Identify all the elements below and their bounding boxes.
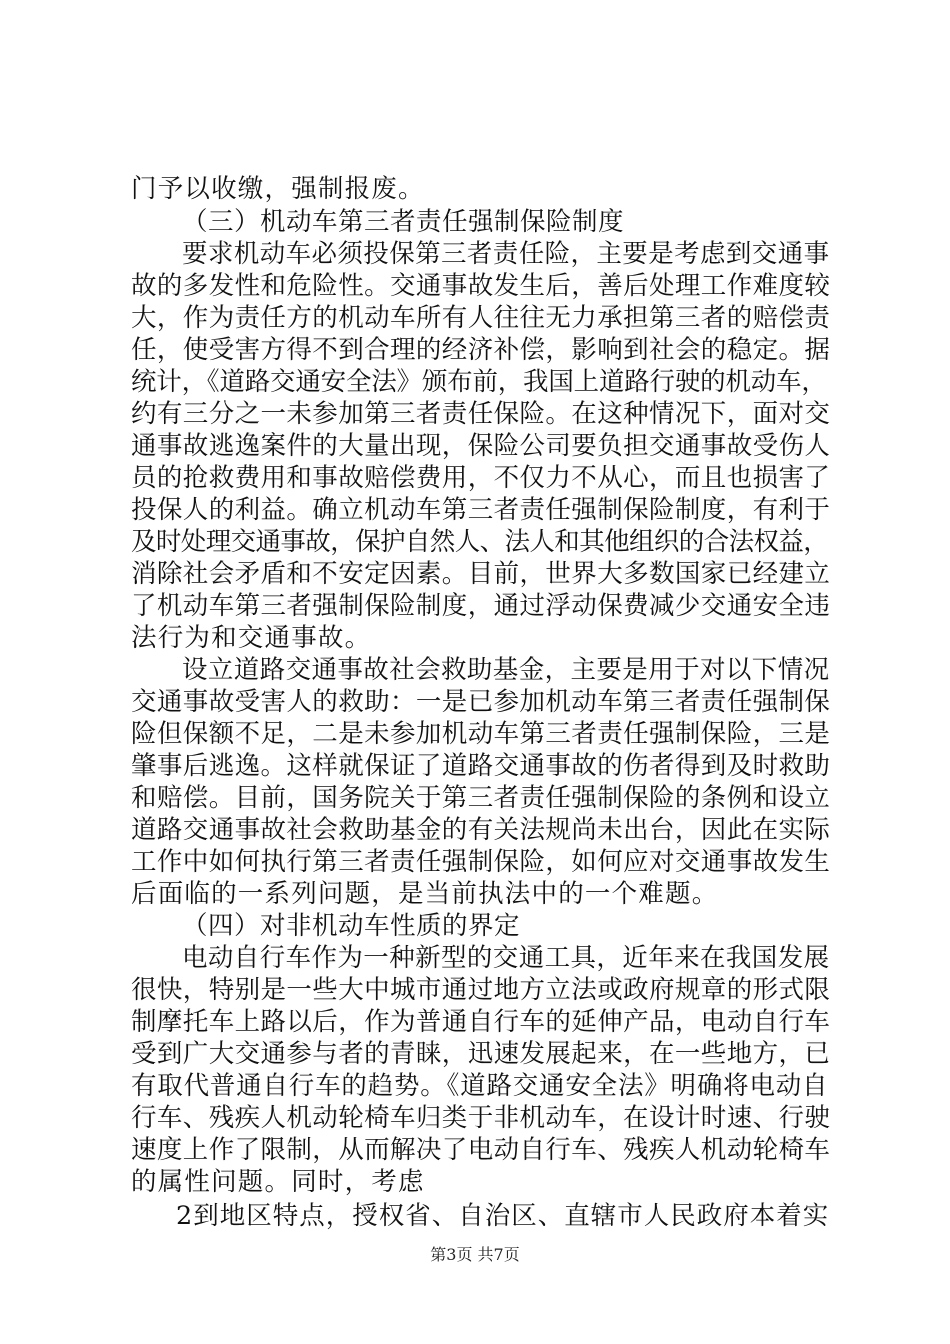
section-heading: （三）机动车第三者责任强制保险制度: [182, 207, 625, 237]
text-line: 的属性问题。同时，考虑: [131, 1167, 425, 1197]
text-line: 有取代普通自行车的趋势。《道路交通安全法》明确将电动自: [131, 1071, 829, 1101]
text-line: 消除社会矛盾和不安定因素。目前，世界大多数国家已经建立: [131, 559, 831, 589]
text-line: 设立道路交通事故社会救助基金，主要是用于对以下情况: [182, 655, 830, 685]
section-heading: （四）对非机动车性质的界定: [182, 911, 521, 941]
text-line: 道路交通事故社会救助基金的有关法规尚未出台，因此在实际: [131, 815, 831, 845]
text-line: 交通事故受害人的救助：一是已参加机动车第三者责任强制保: [131, 687, 831, 717]
text-line: 及时处理交通事故，保护自然人、法人和其他组织的合法权益，: [131, 527, 829, 557]
text-line: 约有三分之一未参加第三者责任保险。在这种情况下，面对交: [131, 399, 831, 429]
text-line: 员的抢救费用和事故赔偿费用，不仅力不从心，而且也损害了: [131, 463, 831, 493]
text-line: 通事故逃逸案件的大量出现，保险公司要负担交通事故受伤人: [131, 431, 831, 461]
text-line: 受到广大交通参与者的青睐，迅速发展起来，在一些地方，已: [131, 1039, 831, 1069]
text-line: 险但保额不足，二是未参加机动车第三者责任强制保险，三是: [131, 719, 831, 749]
text-line: 门予以收缴，强制报废。: [131, 174, 425, 204]
text-line: 肇事后逃逸。这样就保证了道路交通事故的伤者得到及时救助: [131, 751, 831, 781]
text-line: 后面临的一系列问题，是当前执法中的一个难题。: [131, 879, 719, 909]
text-line: 任，使受害方得不到合理的经济补偿，影响到社会的稳定。据: [131, 335, 831, 365]
text-line: 很快，特别是一些大中城市通过地方立法或政府规章的形式限: [131, 975, 831, 1005]
text-line: 速度上作了限制，从而解决了电动自行车、残疾人机动轮椅车: [131, 1135, 831, 1165]
text-line: 统计，《道路交通安全法》颁布前，我国上道路行驶的机动车，: [131, 367, 827, 397]
text-line: 投保人的利益。确立机动车第三者责任强制保险制度，有利于: [131, 495, 831, 525]
text-line: 和赔偿。目前，国务院关于第三者责任强制保险的条例和设立: [131, 783, 831, 813]
text-line: 工作中如何执行第三者责任强制保险，如何应对交通事故发生: [131, 847, 831, 877]
page-footer: 第3页 共7页: [430, 1245, 520, 1264]
text-line: 电动自行车作为一种新型的交通工具，近年来在我国发展: [182, 943, 830, 973]
text-line: 2到地区特点，授权省、自治区、直辖市人民政府本着实: [176, 1201, 830, 1231]
text-line: 了机动车第三者强制保险制度，通过浮动保费减少交通安全违: [131, 591, 831, 621]
text-line: 法行为和交通事故。: [131, 623, 372, 653]
text-line: 故的多发性和危险性。交通事故发生后，善后处理工作难度较: [131, 271, 831, 301]
text-line: 要求机动车必须投保第三者责任险，主要是考虑到交通事: [182, 239, 830, 269]
text-line: 行车、残疾人机动轮椅车归类于非机动车，在设计时速、行驶: [131, 1103, 831, 1133]
text-line: 制摩托车上路以后，作为普通自行车的延伸产品，电动自行车: [131, 1007, 831, 1037]
text-line: 大，作为责任方的机动车所有人往往无力承担第三者的赔偿责: [131, 303, 831, 333]
